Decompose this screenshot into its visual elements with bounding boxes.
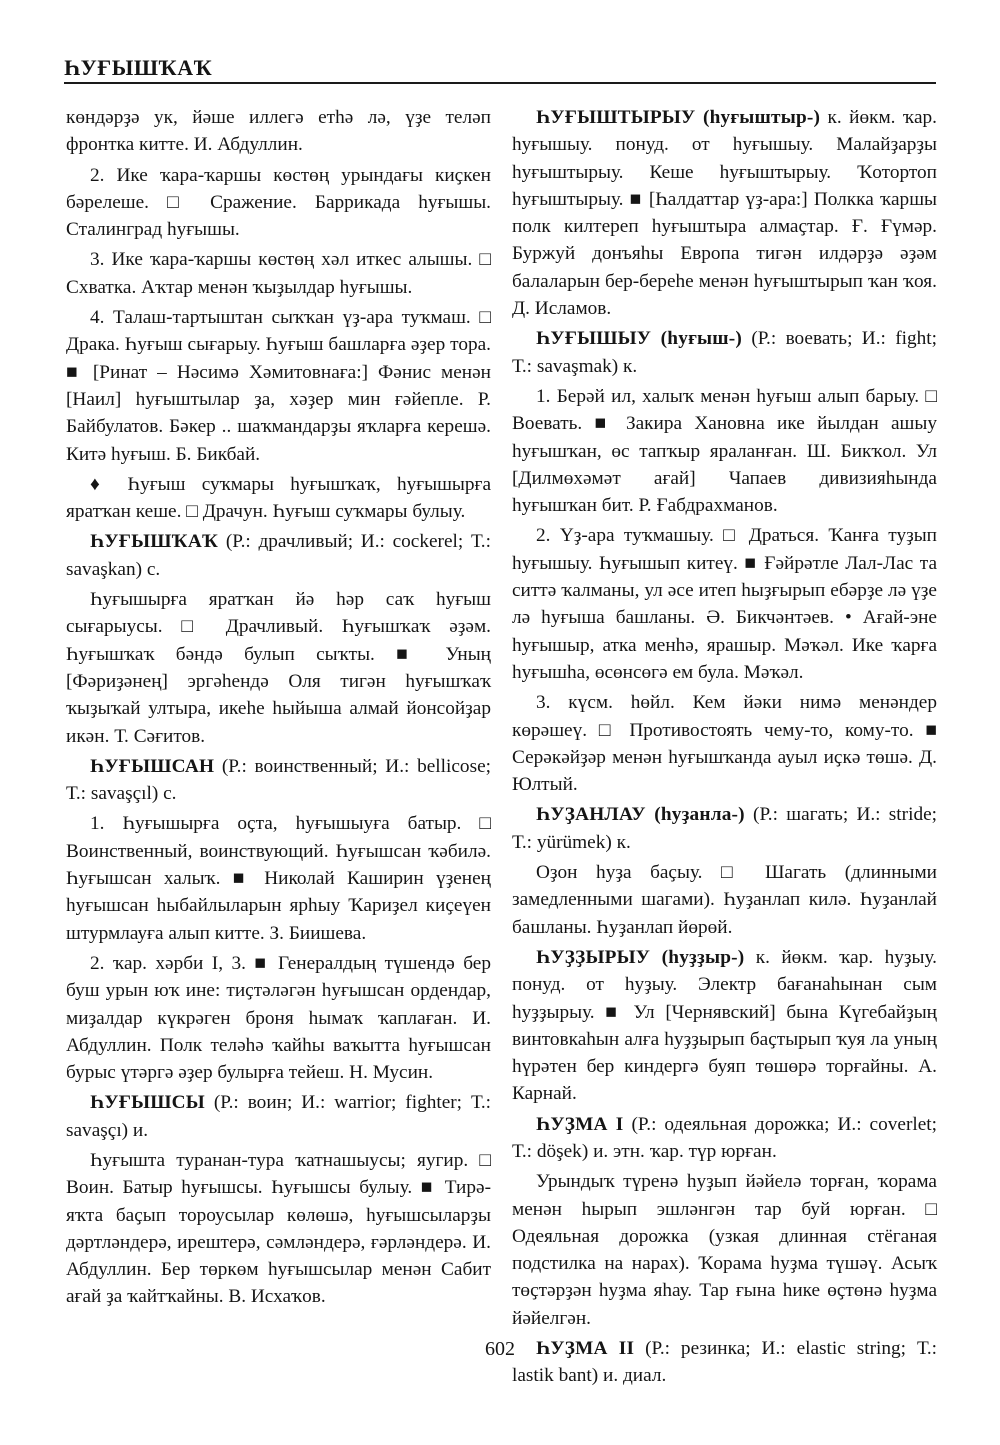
entry-grammar: к. йөкм. ҡар. һуғышыу. понуд. от һуғышыу. Малайҙарҙы һуғыштырыу. Кеше һуғыштырыу. Ҡотортоп һуғыштырыу. ■ [Һалдаттар үҙ-ара:] Полкка ҡаршы полк килтереп һуғыштыра алмаҫтар. Ғ. Ғүмәр. Буржуй донъяһы Европа тигән илдәрҙә әҙәм балаларын бер-береһе менән һуғыштырып ҡан ҡоя. Д. Исламов. [512,107,937,320]
right-column [512,104,937,1393]
dictionary-entry [512,1111,937,1166]
running-head: ҺУҒЫШҠАҠ [64,55,213,80]
entry-grammar: (Р.: воин; И.: warrior; fighter; Т.: savaşçı) и. [66,1092,491,1141]
entry-grammar: (Р.: шагать; И.: stride; Т.: yürümek) к. [512,804,937,853]
left-column [66,104,491,1314]
entry-headword: ҺУҘАНЛАУ (һуҙанла-) [536,804,745,826]
entry-headword: ҺУҒЫШСЫ [90,1092,205,1114]
dictionary-entry [66,753,491,808]
entry-headword: ҺУҒЫШЫУ (һуғыш-) [536,328,742,350]
dictionary-entry [512,104,937,322]
entry-headword: ҺУҘҘЫРЫУ (һуҙҙыр-) [536,946,745,968]
entry-grammar: к. йөкм. ҡар. һуҙыу. понуд. от һуҙыу. Электр бағанаһынан сым һуҙҙырыу. ■ Ул [Чернявский] бына Күгебайҙың винтовкаһын алға һуҙҙырып баҫтырып ҡуя ла уның һүрәтен бер киндергә буяп төшөрә торғайны. А. Карнай. [512,946,937,1105]
entry-headword: ҺУҘМА I [536,1113,624,1135]
entry-sense: Һуғышта туранан-тура ҡатнашыусы; яугир. □ Воин. Батыр һуғышсы. Һуғышсы булыу. ■ Тирә-яҡта баҫып тороусылар көлөшә, һуғышсыларҙы дәртләндерә, ирештерә, сәмләндерә, ғәрләндерә. И. Абдуллин. Бер төркөм һуғышсылар менән Сабит ағай ҙа ҡайтҡайны. В. Исхаҡов. [66,1149,491,1308]
entry-sense: 3. Ике ҡара-ҡаршы көстөң хәл иткес алышы. □ Схватка. Аҡтар менән ҡыҙылдар һуғышы. [66,249,491,298]
entry-grammar: (Р.: драчливый; И.: cockerel; Т.: savaşkan) с. [66,531,491,580]
dictionary-entry [66,1089,491,1144]
entry-headword: ҺУҒЫШҠАҠ [90,531,219,553]
dictionary-entry [512,801,937,856]
entry-headword: ҺУҒЫШТЫРЫУ (һуғыштыр-) [536,107,821,128]
entry-sense: 1. Берәй ил, халыҡ менән һуғыш алып барыу. □ Воевать. ■ Закира Хановна ике йылдан ашыу һуғышҡан, өс тапҡыр яраланған. Ш. Бикҡол. Ул [Дилмөхәмәт ағай] Чапаев дивизияһында һуғышҡан бит. Р. Ғабдрахманов. [512,385,937,517]
entry-sense: 1. Һуғышырға оҫта, һуғышыуға батыр. □ Воинственный, воинствующий. Һуғышсан ҡәбилә. Һуғышсан халыҡ. ■ Николай Каширин үҙенең һуғышсан һыбайлыларын ярһыу Ҡариҙел киҫеүен штурмлауға алып китте. З. Биишева. [66,813,491,944]
dictionary-entry [66,528,491,583]
entry-grammar: (Р.: одеяльная дорожка; И.: coverlet; Т.: döşek) и. этн. ҡар. түр юрған. [512,1113,938,1162]
page-number: 602 [485,1338,515,1360]
entry-sense: ♦ Һуғыш суҡмары һуғышҡаҡ, һуғышырға яратҡан кеше. □ Драчун. Һуғыш суҡмары булыу. [66,473,491,523]
entry-headword: ҺУҒЫШСАН [90,755,215,777]
entry-sense: 2. Ике ҡара-ҡаршы көстөң урындағы киҫкен бәрелеше. □ Сражение. Баррикада һуғышы. Сталинград һуғышы. [66,164,491,241]
dictionary-entry [512,944,937,1108]
entry-sense: 2. Үҙ-ара туҡмашыу. □ Драться. Ҡанға туҙып һуғышыу. Һуғышып китеү. ■ Ғәйрәтле Лал-Лас та ситтә ҡалманы, ул әсе итеп һыҙғырып ебәрҙе лә үҙе лә һуғыша башланы. Ә. Бикчәнтәев. • Ағай-эне һуғышыр, атка менһә, ярашыр. Мәҡәл. Ике ҡарға һуғышһа, өсөнсөгә ем була. Мәҡәл. [512,525,937,683]
entry-sense: Һуғышырға яратҡан йә һәр саҡ һуғыш сығарыусы. □ Драчливый. Һуғышҡаҡ әҙәм. Һуғышҡаҡ бәндә булып сыҡты. ■ Уның [Фәриҙәнең] эргәһендә Оля тигән һуғышҡаҡ ҡыҙыҡай ултыра, икеһе һыйыша алмай йонсойҙар икән. Т. Сәғитов. [66,589,491,747]
entry-sense: Урындыҡ түренә һуҙып йәйелә торған, ҡорама менән һырып эшләнгән тар буй юрған. □ Одеяльная дорожка (узкая длинная стёганая подстилка на нарах). Ҡорама һуҙма түшәү. Асыҡ төҫтәрҙән һуҙма яһау. Тар ғына һике өҫтөнә һуҙма йәйелгән. [512,1171,937,1329]
entry-headword: ҺУҘМА II [536,1338,635,1360]
continued-text: көндәрҙә ук, йәше иллегә етһә лә, үҙе теләп фронтка китте. И. Абдуллин. [66,107,491,156]
dictionary-entry [512,325,937,380]
header-rule [64,82,936,84]
entry-grammar: (Р.: резинка; И.: elastic string; Т.: lastik bant) и. диал. [512,1338,937,1387]
entry-sense: 3. күсм. һөйл. Кем йәки нимә менәндер көрәшеү. □ Противостоять чему-то, кому-то. ■ Серәкәйҙәр менән һуғышҡанда ауыл иҫкә төшә. Д. Юлтый. [512,692,937,796]
entry-grammar: (Р.: воинственный; И.: bellicose; Т.: savaşçıl) с. [66,755,491,805]
entry-sense: Оҙон һуҙа баҫыу. □ Шагать (длинными замедленными шагами). Һуҙанлап килә. Һуҙанлай башланы. Һуҙанлап йөрөй. [512,862,937,938]
entry-sense: 4. Талаш-тартыштан сыҡҡан үҙ-ара туҡмаш. □ Драка. Һуғыш сығарыу. Һуғыш башларға әҙер тора. ■ [Ринат – Нәсимә Хәмитовнаға:] Фәнис менән [Наил] һуғыштылар ҙа, хәҙер мин ғәйепле. Р. Байбулатов. Бәкер .. шаҡмандарҙы яҡларға керешә. Китә һуғыш. Б. Бикбай. [66,307,491,465]
entry-grammar: (Р.: воевать; И.: fight; Т.: savaşmak) к. [512,328,937,377]
entry-sense: 2. ҡар. хәрби I, 3. ■ Генералдың түшендә бер буш урын юҡ ине: тиҫтәләгән һуғышсан ордендар, миҙалдар күкрәген броня һымаҡ ҡаплаған. И. Абдуллин. Полк теләһә ҡайһы ваҡытта һуғышсан бурыс үтәргә әҙер булырға тейеш. Н. Мусин. [66,952,491,1084]
